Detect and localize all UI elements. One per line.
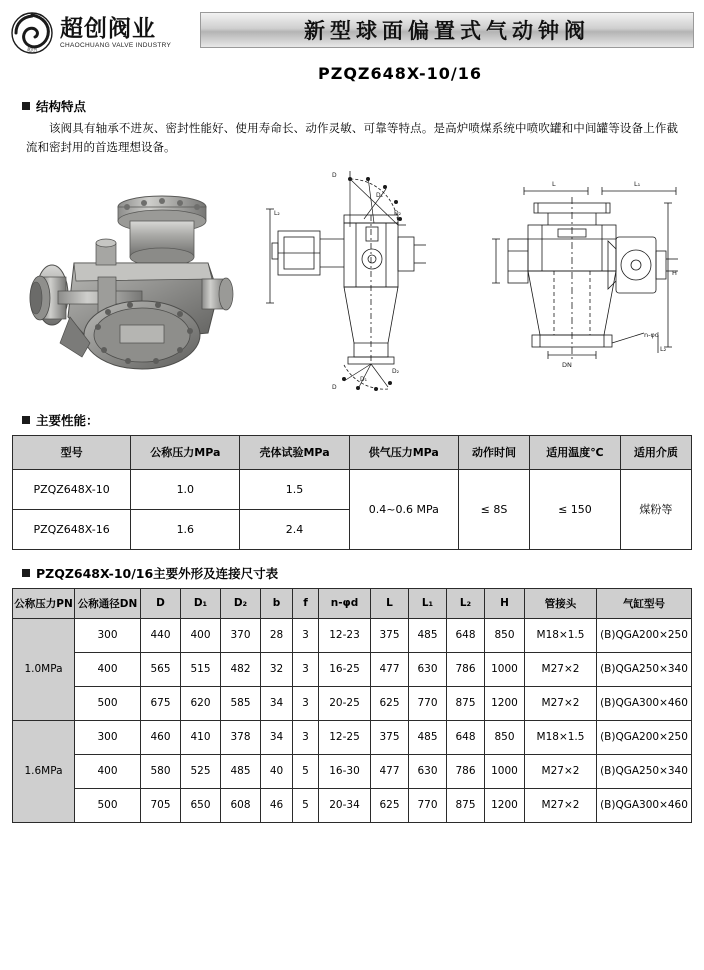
svg-text:n-φd: n-φd [644,330,659,339]
cell-medium: 煤粉等 [620,469,691,549]
table-header-row [13,435,692,469]
cell-cylinder: (B)QGA300×460 [597,686,692,720]
cell-l2: 875 [447,686,485,720]
cell-d: 460 [141,720,181,754]
cell-dn: 300 [75,618,141,652]
cell-l2: 648 [447,618,485,652]
cell-f: 3 [293,720,319,754]
cell-b: 32 [261,652,293,686]
col-nominal-pressure: 公称压力MPa [131,435,240,469]
cell-l: 375 [371,720,409,754]
svg-text:超创: 超创 [26,47,38,53]
cell-dn: 300 [75,720,141,754]
cell-pn-group: 1.0MPa [13,618,75,720]
col-d: D [141,588,181,618]
cell-l: 477 [371,652,409,686]
svg-text:D₁: D₁ [360,375,368,383]
valve-outline-drawing [462,167,698,392]
cell-model: PZQZ648X-10 [13,469,131,509]
cell-l2: 875 [447,788,485,822]
cell-nd: 20-25 [319,686,371,720]
cell-f: 3 [293,618,319,652]
cell-l1: 630 [409,652,447,686]
svg-text:DN: DN [562,360,572,369]
table-row [13,788,692,822]
cell-h: 850 [485,618,525,652]
cell-dn: 400 [75,652,141,686]
svg-text:D₁: D₁ [376,191,384,199]
cell-pn-group: 1.6MPa [13,720,75,822]
svg-text:H: H [672,268,677,277]
col-d2: D₂ [221,588,261,618]
cell-shell: 2.4 [240,509,349,549]
table-row [13,686,692,720]
cell-h: 1000 [485,652,525,686]
col-f: f [293,588,319,618]
cell-pipe-joint: M27×2 [525,652,597,686]
cell-l: 477 [371,754,409,788]
cell-pipe-joint: M27×2 [525,686,597,720]
cell-action-time: ≤ 8S [458,469,529,549]
cell-cylinder: (B)QGA200×250 [597,618,692,652]
cell-h: 1200 [485,686,525,720]
cell-temperature: ≤ 150 [530,469,621,549]
cell-l: 625 [371,788,409,822]
table-row [13,652,692,686]
table-row [13,618,692,652]
svg-text:D₂: D₂ [394,209,402,217]
cell-pipe-joint: M18×1.5 [525,618,597,652]
cell-d: 705 [141,788,181,822]
cell-pn: 1.0 [131,469,240,509]
cell-d2: 608 [221,788,261,822]
performance-section-heading [22,411,704,429]
company-name-cn: 超创阀业 [60,15,156,42]
col-air-supply: 供气压力MPa [349,435,458,469]
cell-d2: 585 [221,686,261,720]
cell-cylinder: (B)QGA300×460 [597,788,692,822]
square-bullet-icon [22,416,30,424]
document-header [0,0,704,58]
cell-d1: 650 [181,788,221,822]
cell-d1: 400 [181,618,221,652]
valve-product-photo [12,167,244,377]
col-pn: 公称压力PN [13,588,75,618]
company-name [60,17,171,50]
col-cylinder-model: 气缸型号 [597,588,692,618]
cell-l2: 786 [447,652,485,686]
cell-l1: 485 [409,618,447,652]
cell-l: 375 [371,618,409,652]
svg-text:L₂: L₂ [274,209,280,217]
figures-row [12,167,692,397]
col-nd: n-φd [319,588,371,618]
model-subtitle: PZQZ648X-10/16 [318,64,482,83]
cell-d2: 485 [221,754,261,788]
svg-text:D₂: D₂ [392,367,400,375]
cell-pipe-joint: M27×2 [525,754,597,788]
cell-dn: 500 [75,788,141,822]
cell-d2: 370 [221,618,261,652]
cell-d: 675 [141,686,181,720]
svg-text:L₁: L₁ [634,179,641,188]
cell-nd: 12-25 [319,720,371,754]
cell-d: 580 [141,754,181,788]
structure-body-text: 该阀具有轴承不进灰、密封性能好、使用寿命长、动作灵敏、可靠等特点。是高炉喷煤系统中喷吹罐和中间罐等设备上作截流和密封用的首选理想设备。 [26,121,678,154]
col-shell-test: 壳体试验MPa [240,435,349,469]
cell-nd: 16-25 [319,652,371,686]
cell-d: 565 [141,652,181,686]
cell-d1: 515 [181,652,221,686]
cell-b: 34 [261,686,293,720]
col-dn: 公称通径DN [75,588,141,618]
cell-l1: 630 [409,754,447,788]
dimension-heading-text: PZQZ648X-10/16主要外形及连接尺寸表 [36,565,279,581]
cell-l1: 770 [409,686,447,720]
col-h: H [485,588,525,618]
cell-f: 5 [293,788,319,822]
cell-dn: 400 [75,754,141,788]
company-logo [10,8,200,58]
svg-text:L₂: L₂ [660,344,667,353]
table-row [13,754,692,788]
cell-h: 1000 [485,754,525,788]
cell-l1: 770 [409,788,447,822]
structure-heading-text: 结构特点 [36,99,87,114]
col-pipe-joint: 管接头 [525,588,597,618]
cell-model: PZQZ648X-16 [13,509,131,549]
col-l1: L₁ [409,588,447,618]
cell-b: 40 [261,754,293,788]
cell-pn: 1.6 [131,509,240,549]
cell-d1: 525 [181,754,221,788]
table-row [13,469,692,509]
cell-d2: 378 [221,720,261,754]
table-header-row [13,588,692,618]
cell-cylinder: (B)QGA250×340 [597,754,692,788]
cell-l: 625 [371,686,409,720]
cell-shell: 1.5 [240,469,349,509]
col-model: 型号 [13,435,131,469]
cell-d2: 482 [221,652,261,686]
col-medium: 适用介质 [620,435,691,469]
cell-nd: 16-30 [319,754,371,788]
cell-pipe-joint: M27×2 [525,788,597,822]
cell-nd: 12-23 [319,618,371,652]
table-row [13,720,692,754]
cell-dn: 500 [75,686,141,720]
cell-cylinder: (B)QGA250×340 [597,652,692,686]
performance-heading-text: 主要性能： [36,412,99,428]
square-bullet-icon [22,102,30,110]
svg-text:L: L [552,179,556,188]
page-title-bar [200,12,694,48]
cell-d1: 620 [181,686,221,720]
dimension-section-heading [22,564,704,582]
dimension-table [12,588,692,823]
cell-f: 3 [293,686,319,720]
cell-d: 440 [141,618,181,652]
cell-l2: 786 [447,754,485,788]
col-l: L [371,588,409,618]
col-d1: D₁ [181,588,221,618]
cell-air-supply: 0.4~0.6 MPa [349,469,458,549]
cell-l2: 648 [447,720,485,754]
cell-pipe-joint: M18×1.5 [525,720,597,754]
company-name-en: CHAOCHUANG VALVE INDUSTRY [60,41,172,49]
cell-h: 1200 [485,788,525,822]
cell-h: 850 [485,720,525,754]
swirl-logo-icon [10,11,54,55]
cell-f: 3 [293,652,319,686]
structure-section-heading [22,97,704,115]
col-action-time: 动作时间 [458,435,529,469]
performance-table [12,435,692,550]
cell-cylinder: (B)QGA200×250 [597,720,692,754]
col-temperature: 适用温度℃ [530,435,621,469]
valve-section-drawing [248,167,458,397]
cell-b: 46 [261,788,293,822]
col-l2: L₂ [447,588,485,618]
cell-l1: 485 [409,720,447,754]
cell-nd: 20-34 [319,788,371,822]
cell-d1: 410 [181,720,221,754]
cell-b: 28 [261,618,293,652]
cell-b: 34 [261,720,293,754]
cell-f: 5 [293,754,319,788]
square-bullet-icon [22,569,30,577]
page-title: 新型球面偏置式气动钟阀 [304,19,590,43]
svg-text:D: D [332,383,337,391]
col-b: b [261,588,293,618]
svg-text:D: D [332,171,337,179]
